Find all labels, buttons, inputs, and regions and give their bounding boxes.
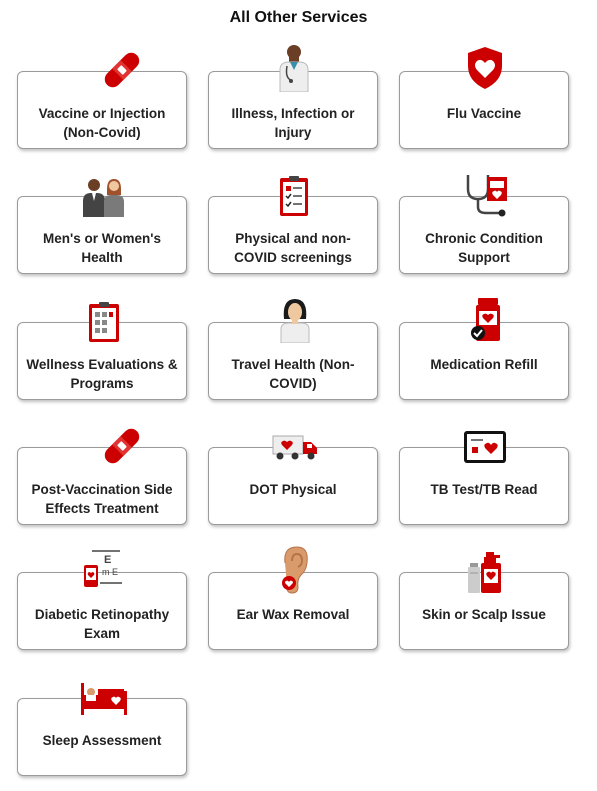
service-label: Men's or Women's Health — [43, 231, 161, 265]
service-card-medication-refill[interactable] — [399, 322, 569, 400]
service-label: Medication Refill — [430, 357, 538, 372]
eye-chart-icon — [82, 549, 126, 593]
bed-icon — [80, 681, 128, 715]
ear-icon — [277, 545, 311, 595]
service-card-tb-test[interactable] — [399, 447, 569, 525]
page-title: All Other Services — [229, 9, 368, 26]
pill-bottle-icon — [470, 297, 502, 343]
woman-icon — [279, 297, 311, 343]
service-label: Post-Vaccination Side Effects Treatment — [31, 482, 173, 516]
service-card-travel-health[interactable] — [208, 322, 378, 400]
clipboard-checklist-icon — [279, 175, 309, 217]
service-label: Diabetic Retinopathy Exam — [34, 607, 170, 641]
service-card-vaccine-injection[interactable] — [17, 71, 187, 149]
bandage-icon — [98, 424, 146, 468]
service-label: Flu Vaccine — [446, 106, 522, 121]
service-label: Wellness Evaluations & Programs — [26, 357, 178, 391]
service-card-post-vaccination[interactable] — [17, 447, 187, 525]
stethoscope-monitor-icon — [462, 173, 510, 217]
service-label: Skin or Scalp Issue — [422, 607, 546, 622]
truck-icon — [271, 434, 319, 462]
service-card-skin-scalp[interactable] — [399, 572, 569, 650]
lotion-bottle-icon — [466, 551, 506, 595]
service-card-mens-womens-health[interactable] — [17, 196, 187, 274]
svg-text:E: E — [104, 554, 112, 566]
svg-text:m E: m E — [102, 567, 119, 577]
service-label: Chronic Condition Support — [425, 231, 543, 265]
service-card-illness[interactable] — [208, 71, 378, 149]
shield-heart-icon — [466, 46, 504, 90]
service-label: Illness, Infection or Injury — [231, 106, 355, 140]
doctor-icon — [277, 44, 311, 92]
bandage-icon — [98, 48, 146, 92]
monitor-heart-icon — [463, 430, 507, 464]
service-label: Ear Wax Removal — [236, 607, 350, 622]
service-card-ear-wax[interactable] — [208, 572, 378, 650]
service-label: DOT Physical — [249, 482, 337, 497]
service-card-chronic-condition[interactable] — [399, 196, 569, 274]
man-woman-icon — [80, 177, 128, 217]
service-card-physical-screenings[interactable] — [208, 196, 378, 274]
service-label: TB Test/TB Read — [430, 482, 538, 497]
service-label: Sleep Assessment — [42, 733, 162, 748]
service-label: Travel Health (Non-COVID) — [231, 357, 355, 391]
service-card-sleep-assessment[interactable] — [17, 698, 187, 776]
clipboard-grid-icon — [88, 301, 120, 343]
service-card-diabetic-retinopathy[interactable] — [17, 554, 187, 650]
service-label: Vaccine or Injection (Non-Covid) — [38, 106, 166, 140]
service-card-wellness[interactable] — [17, 322, 187, 400]
service-card-flu-vaccine[interactable] — [399, 71, 569, 149]
service-card-dot-physical[interactable] — [208, 447, 378, 525]
service-label: Physical and non-COVID screenings — [234, 231, 352, 265]
